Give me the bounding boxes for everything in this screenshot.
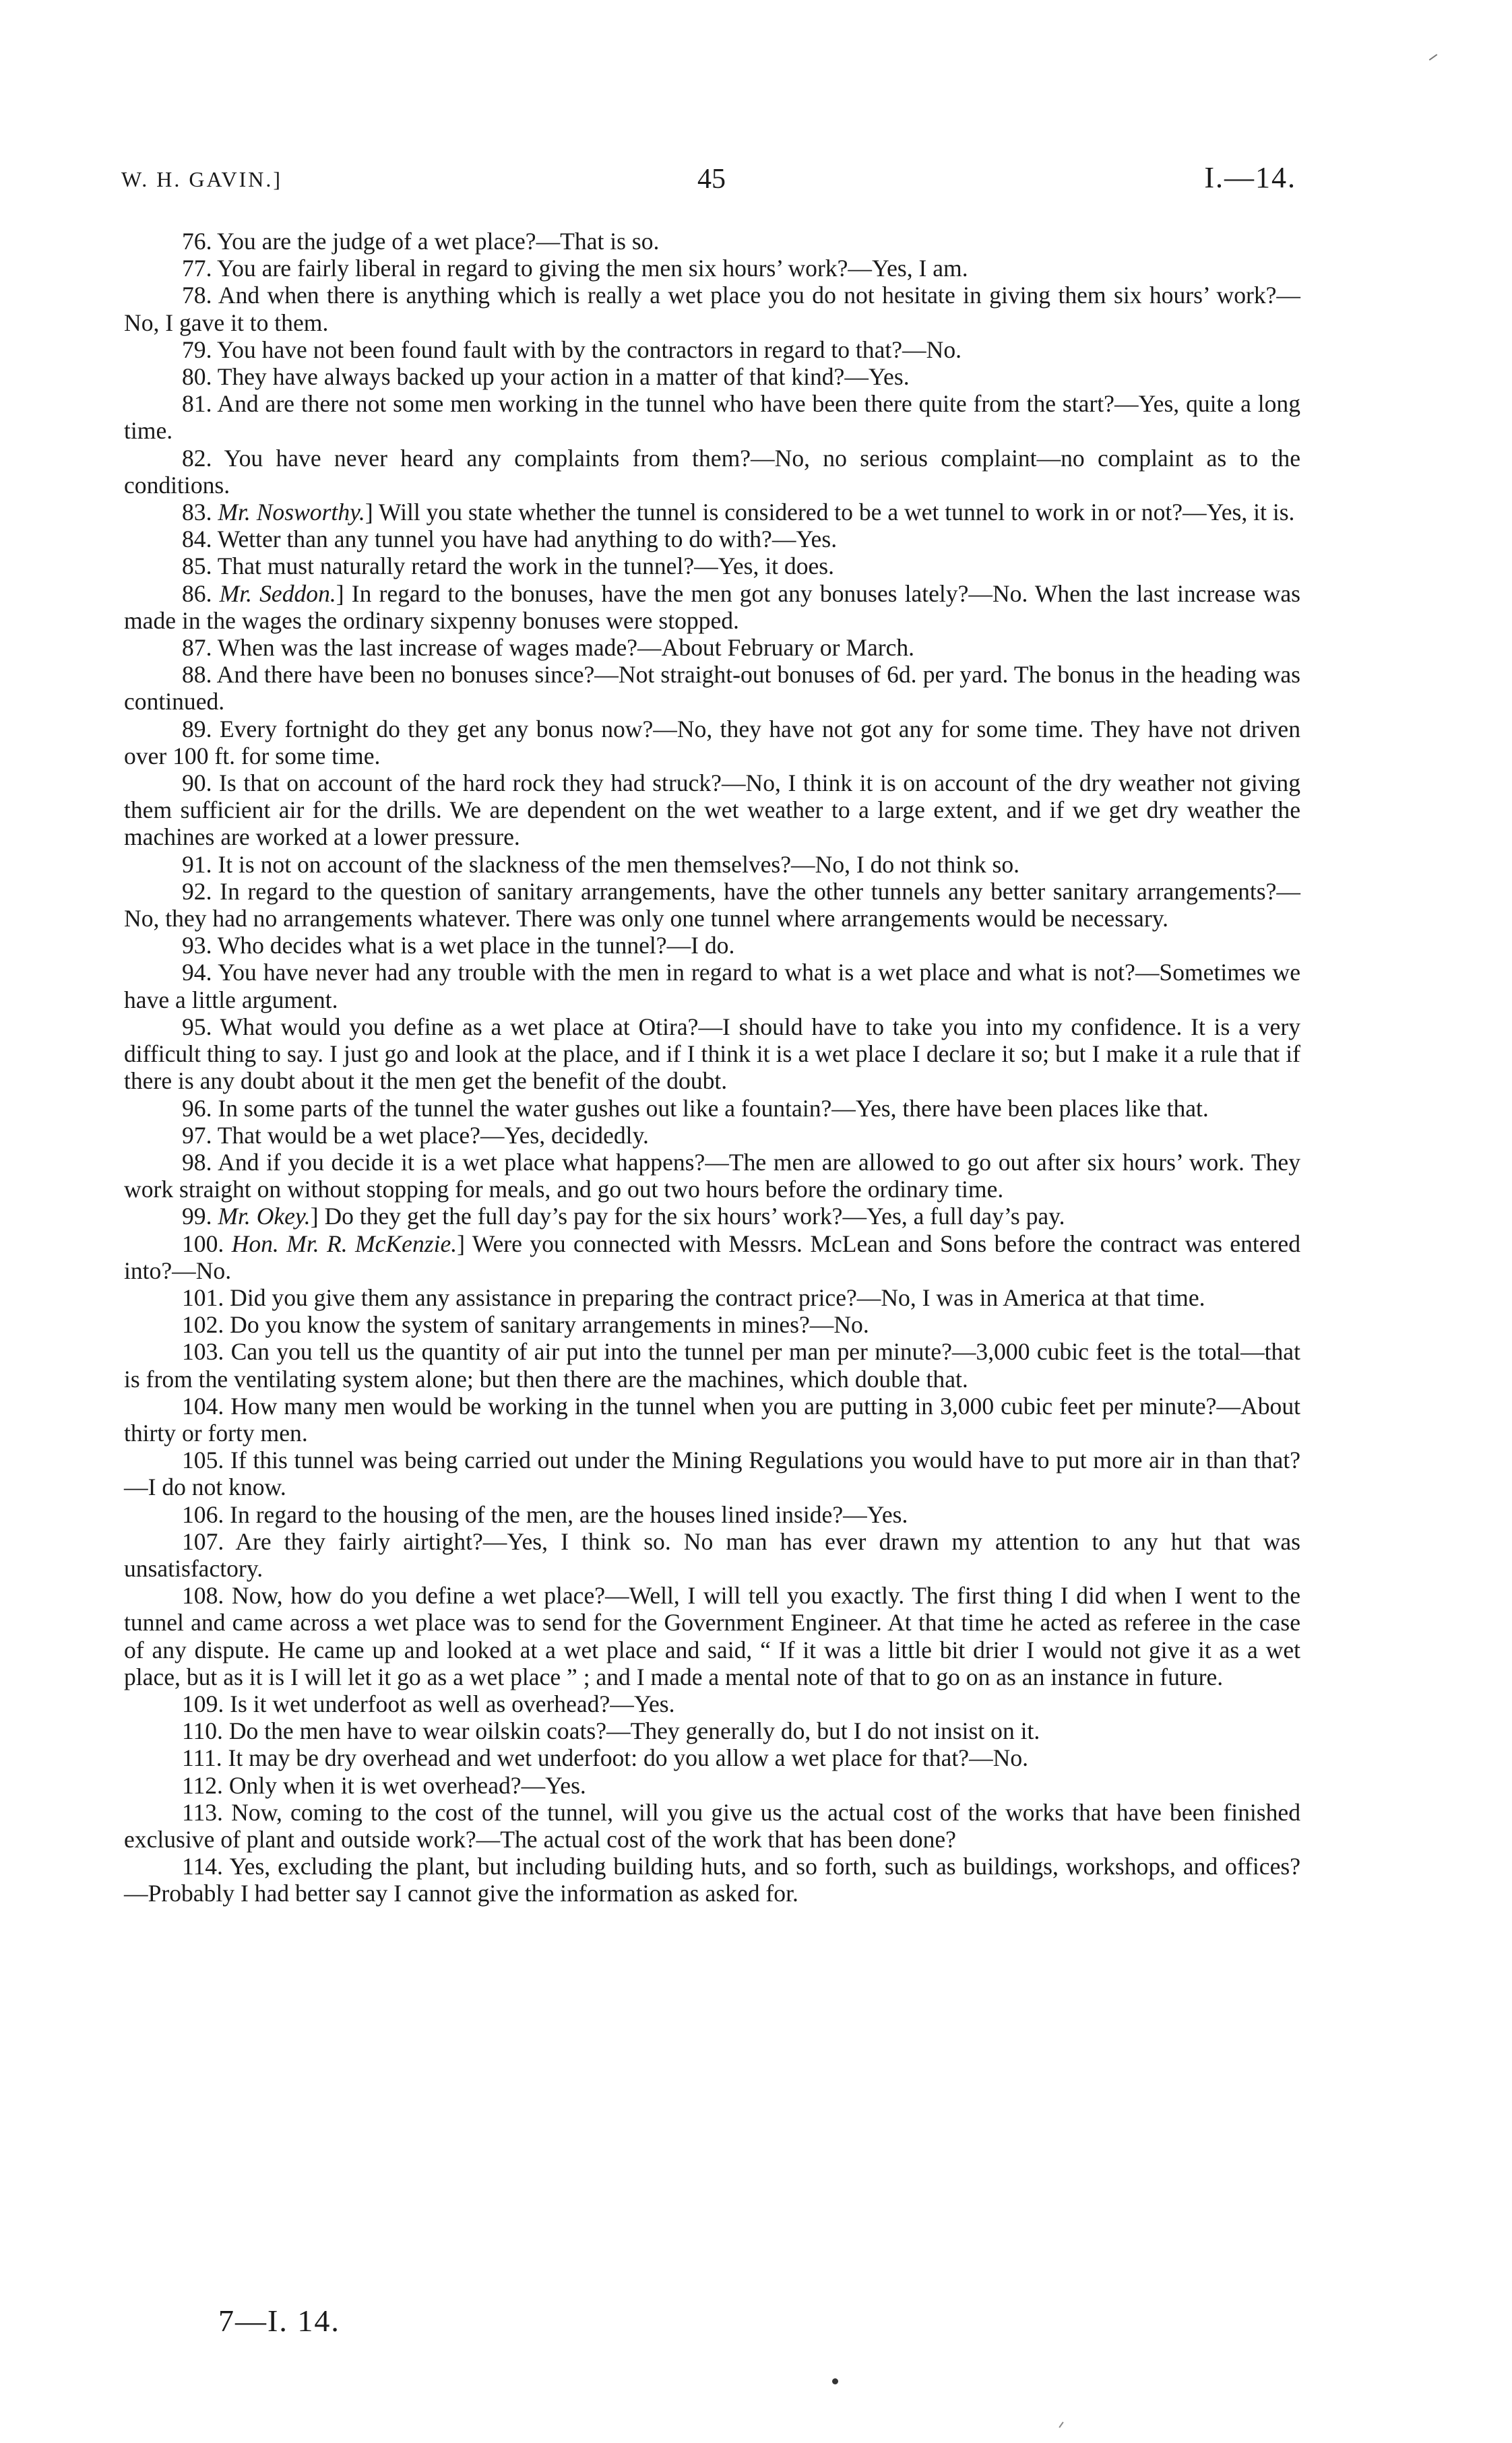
question-paragraph: [124, 390, 1300, 444]
question-paragraph: [124, 851, 1300, 878]
paragraph-text: 113. Now, coming to the cost of the tunnel, will you give us the actual cost of the works that have been finished exclusive of plant and outside work?—The actual cost of the work that has been done?: [124, 1798, 1300, 1853]
paragraph-text: 77. You are fairly liberal in regard to giving the men six hours’ work?—Yes, I am.: [182, 255, 968, 282]
paragraph-text: 95. What would you define as a wet place at Otira?—I should have to take you into my confidence. It is a very difficult thing to say. I just go and look at the place, and if I think it is a wet place I declare it so; but I make it a rule that if there is any doubt about it the men get the benefit of the doubt.: [124, 1013, 1300, 1095]
paragraph-text: 87. When was the last increase of wages made?—About February or March.: [182, 634, 915, 662]
paragraph-text: 84. Wetter than any tunnel you have had anything to do with?—Yes.: [182, 526, 838, 553]
paragraph-text: 96. In some parts of the tunnel the water gushes out like a fountain?—Yes, there have been places like that.: [182, 1094, 1209, 1122]
paper-reference: I.—14.: [1204, 161, 1296, 194]
question-paragraph: [124, 1717, 1300, 1744]
question-paragraph: [124, 1122, 1300, 1149]
question-paragraph: [124, 1203, 1300, 1230]
paragraph-text: 99.: [182, 1203, 218, 1230]
paragraph-text: 103. Can you tell us the quantity of air put into the tunnel per man per minute?—3,000 cubic feet is the total—that is from the ventilating system alone; but then there are the machines, which double that.: [124, 1338, 1300, 1393]
paragraph-text: 76. You are the judge of a wet place?—That is so.: [182, 228, 660, 255]
question-paragraph: [124, 878, 1300, 932]
paragraph-text: 92. In regard to the question of sanitary arrangements, have the other tunnels any better sanitary arrangements?—No, they had no arrangements whatever. There was only one tunnel where arrangements would be necessary.: [124, 877, 1300, 932]
question-paragraph: [124, 1744, 1300, 1771]
question-paragraph: [124, 1853, 1300, 1907]
question-paragraph: [124, 1338, 1300, 1392]
question-paragraph: [124, 1013, 1300, 1095]
paragraph-text: 97. That would be a wet place?—Yes, decidedly.: [182, 1121, 649, 1149]
signature-mark: 7—I. 14.: [218, 2304, 340, 2338]
paragraph-text: ] In regard to the bonuses, have the men got any bonuses lately?—No. When the last increase was made in the wages the ordinary sixpenny bonuses were stopped.: [124, 579, 1300, 634]
paragraph-text: 89. Every fortnight do they get any bonus now?—No, they have not got any for some time. They have not driven over 100 ft. for some time.: [124, 715, 1300, 769]
question-paragraph: [124, 932, 1300, 959]
paragraph-text: 93. Who decides what is a wet place in the tunnel?—I do.: [182, 932, 735, 959]
question-paragraph: [124, 769, 1300, 851]
witness-name: W. H. GAVIN.]: [121, 167, 282, 191]
paragraph-text: ] Were you connected with Messrs. McLean and Sons before the contract was entered into?—No.: [124, 1230, 1300, 1284]
paragraph-text: 85. That must naturally retard the work in the tunnel?—Yes, it does.: [182, 552, 835, 580]
paragraph-text: 106. In regard to the housing of the men, are the houses lined inside?—Yes.: [182, 1500, 908, 1528]
paragraph-text: ] Do they get the full day’s pay for the six hours’ work?—Yes, a full day’s pay.: [310, 1203, 1065, 1230]
question-paragraph: [124, 445, 1300, 499]
question-paragraph: [124, 526, 1300, 552]
scan-mark: [1059, 2421, 1063, 2428]
paragraph-text: 105. If this tunnel was being carried out under the Mining Regulations you would have to put more air in than that?—I do not know.: [124, 1447, 1300, 1501]
paragraph-text: ] Will you state whether the tunnel is considered to be a wet tunnel to work in or not?—Yes, it is.: [365, 499, 1295, 526]
paragraph-text: 88. And there have been no bonuses since?—Not straight-out bonuses of 6d. per yard. The bonus in the heading was continued.: [124, 661, 1300, 716]
paragraph-text: 98. And if you decide it is a wet place what happens?—The men are allowed to go out after six hours’ work. They work straight on without stopping for meals, and go out two hours before the ordinary time.: [124, 1148, 1300, 1203]
question-paragraph: [124, 661, 1300, 715]
paragraph-text: 86.: [182, 579, 220, 607]
scan-dot: [832, 2378, 838, 2384]
paragraph-text: 110. Do the men have to wear oilskin coats?—They generally do, but I do not insist on it.: [182, 1717, 1040, 1745]
question-paragraph: [124, 1284, 1300, 1311]
question-paragraph: [124, 959, 1300, 1013]
paragraph-text: 111. It may be dry overhead and wet underfoot: do you allow a wet place for that?—No.: [182, 1744, 1029, 1772]
paragraph-text: 102. Do you know the system of sanitary arrangements in mines?—No.: [182, 1311, 869, 1339]
question-paragraph: [124, 1528, 1300, 1582]
paragraph-text: 91. It is not on account of the slackness of the men themselves?—No, I do not think so.: [182, 850, 1020, 878]
scan-mark: [1429, 54, 1438, 61]
paragraph-text: 107. Are they fairly airtight?—Yes, I think so. No man has ever drawn my attention to any hut that was unsatisfactory.: [124, 1527, 1300, 1582]
paragraph-text: 100.: [182, 1230, 232, 1257]
question-paragraph: [124, 716, 1300, 769]
question-paragraph: [124, 1230, 1300, 1284]
paragraph-text: 101. Did you give them any assistance in preparing the contract price?—No, I was in America at that time.: [182, 1283, 1205, 1311]
question-paragraph: [124, 1582, 1300, 1690]
speaker-name: Mr. Okey.: [218, 1203, 311, 1230]
page-number: 45: [697, 164, 726, 195]
question-paragraph: [124, 1311, 1300, 1338]
testimony-body: [124, 228, 1300, 1907]
speaker-name: Mr. Nosworthy.: [218, 499, 365, 526]
question-paragraph: [124, 580, 1300, 634]
paragraph-text: 114. Yes, excluding the plant, but including building huts, and so forth, such as buildings, workshops, and offices?—Probably I had better say I cannot give the information as asked for.: [124, 1853, 1300, 1907]
paragraph-text: 82. You have never heard any complaints from them?—No, no serious complaint—no complaint as to the conditions.: [124, 444, 1300, 499]
question-paragraph: [124, 1772, 1300, 1799]
paragraph-text: 83.: [182, 499, 218, 526]
speaker-name: Mr. Seddon.: [219, 579, 336, 607]
question-paragraph: [124, 634, 1300, 661]
question-paragraph: [124, 255, 1300, 282]
question-paragraph: [124, 363, 1300, 390]
question-paragraph: [124, 1690, 1300, 1717]
question-paragraph: [124, 1799, 1300, 1853]
question-paragraph: [124, 499, 1300, 526]
paragraph-text: 94. You have never had any trouble with the men in regard to what is a wet place and what is not?—Sometimes we have a little argument.: [124, 959, 1300, 1013]
paragraph-text: 90. Is that on account of the hard rock they had struck?—No, I think it is on account of the dry weather not giving them sufficient air for the drills. We are dependent on the wet weather to a large extent, and if we get dry weather the machines are worked at a lower pressure.: [124, 769, 1300, 851]
paragraph-text: 78. And when there is anything which is really a wet place you do not hesitate in giving them six hours’ work?—No, I gave it to them.: [124, 282, 1300, 336]
paragraph-text: 80. They have always backed up your action in a matter of that kind?—Yes.: [182, 363, 910, 391]
paragraph-text: 112. Only when it is wet overhead?—Yes.: [182, 1771, 586, 1799]
paragraph-text: 81. And are there not some men working in the tunnel who have been there quite from the start?—Yes, quite a long time.: [124, 390, 1300, 445]
question-paragraph: [124, 228, 1300, 255]
question-paragraph: [124, 1447, 1300, 1500]
paragraph-text: 109. Is it wet underfoot as well as overhead?—Yes.: [182, 1690, 675, 1717]
paragraph-text: 79. You have not been found fault with by the contractors in regard to that?—No.: [182, 336, 962, 363]
question-paragraph: [124, 1095, 1300, 1122]
question-paragraph: [124, 1501, 1300, 1528]
speaker-name: Hon. Mr. R. McKenzie.: [231, 1230, 458, 1257]
question-paragraph: [124, 282, 1300, 336]
page-header: [121, 160, 1296, 208]
question-paragraph: [124, 1149, 1300, 1203]
question-paragraph: [124, 336, 1300, 363]
paragraph-text: 104. How many men would be working in the tunnel when you are putting in 3,000 cubic feet per minute?—About thirty or forty men.: [124, 1392, 1300, 1447]
paragraph-text: 108. Now, how do you define a wet place?—Well, I will tell you exactly. The first thing I did when I went to the tunnel and came across a wet place was to send for the Government Engineer. At that time he acted as referee in the case of any dispute. He came up and looked at a wet place and said, “ If it was a little bit drier I would not give it as a wet place, but as it is I will let it go as a wet place ” ; and I made a mental note of that to go on as an instance in future.: [124, 1582, 1300, 1690]
question-paragraph: [124, 552, 1300, 579]
question-paragraph: [124, 1393, 1300, 1447]
